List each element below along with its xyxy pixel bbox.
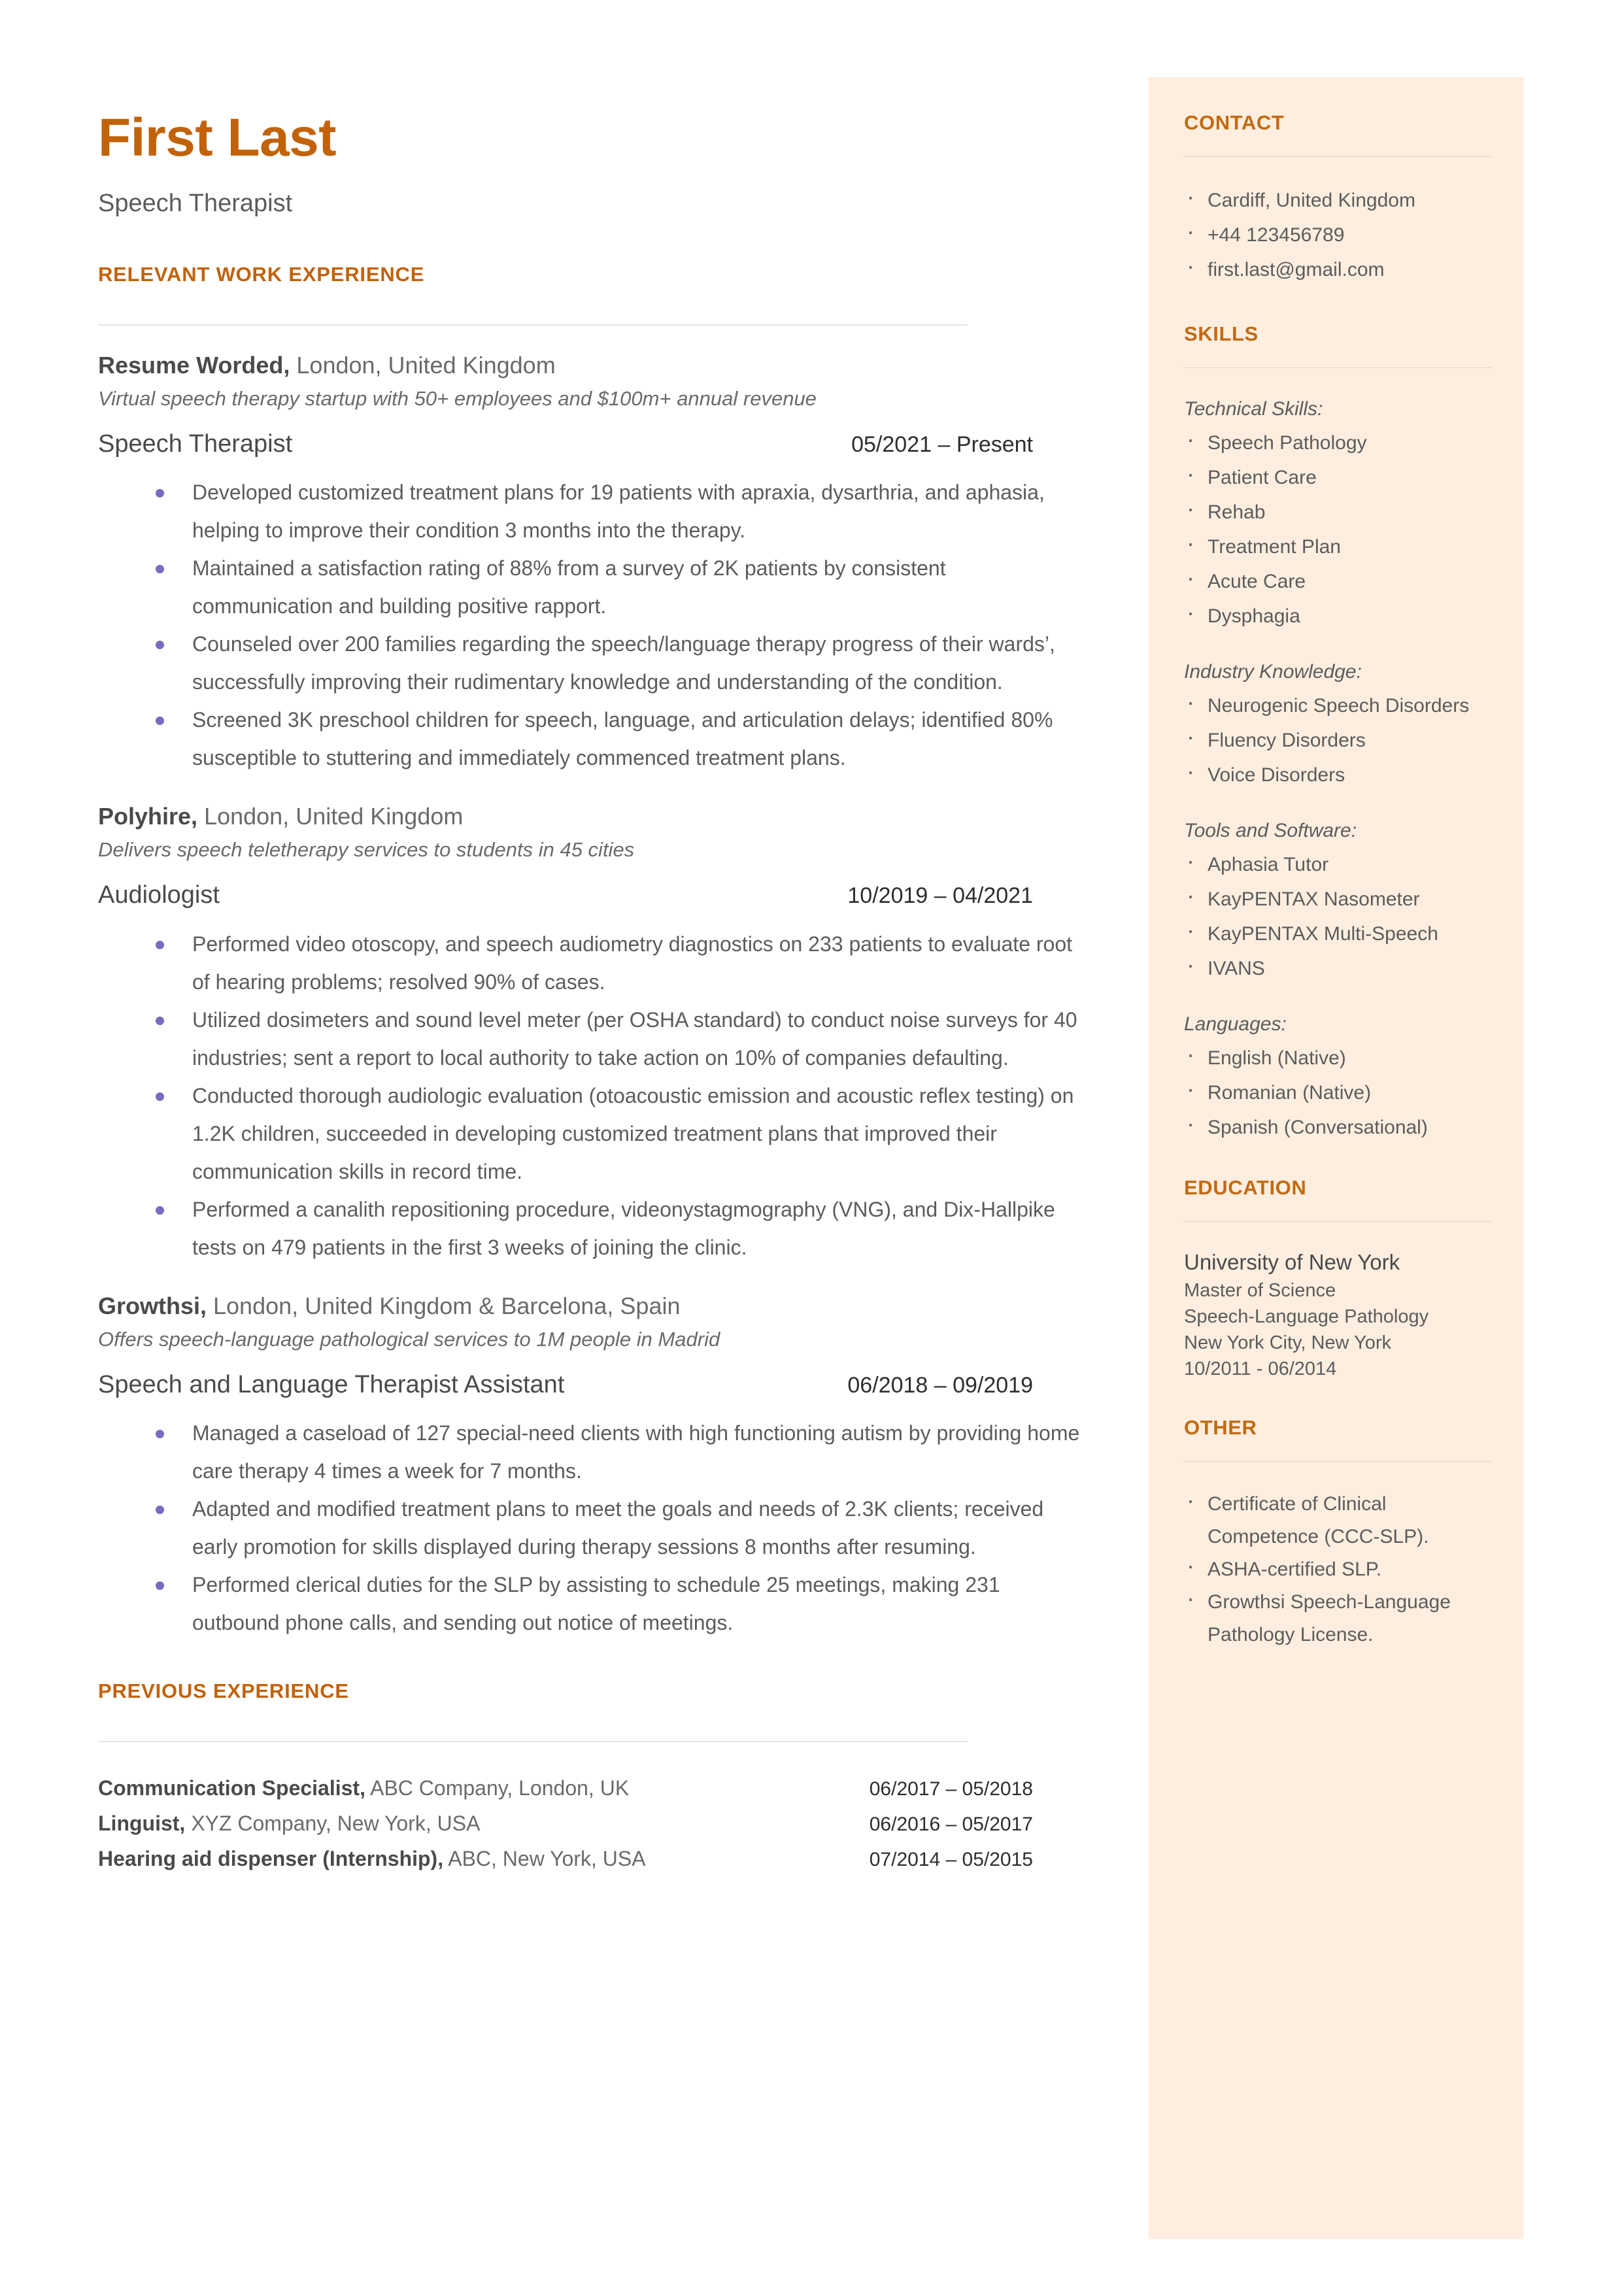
skill-item: · English (Native) <box>1184 1041 1492 1075</box>
job-title-row <box>98 1370 1033 1400</box>
education-degree: Master of Science <box>1184 1280 1336 1301</box>
job-bullet: Conducted thorough audiologic evaluation (otoacoustic emission and acoustic reflex testing) on 1.2K children, succeeded in developing customized treatment plans that improved their communication skills in record time. <box>156 1077 1085 1190</box>
job-bullet: Performed video otoscopy, and speech audiometry diagnostics on 233 patients to evaluate root of hearing problems; resolved 90% of cases. <box>156 925 1085 1001</box>
previous-role-title: Communication Specialist, <box>98 1776 365 1800</box>
job-bullet: Adapted and modified treatment plans to meet the goals and needs of 2.3K clients; received early promotion for skills displayed during therapy sessions 8 months after resuming. <box>156 1490 1085 1566</box>
job-title: Speech and Language Therapist Assistant <box>98 1370 565 1398</box>
skill-item: · IVANS <box>1184 951 1492 986</box>
job-company-name: Resume Worded, <box>98 352 290 379</box>
skill-item: · Neurogenic Speech Disorders <box>1184 688 1492 723</box>
skill-items <box>1184 847 1492 986</box>
sidebar-heading-other: OTHER <box>1184 1416 1257 1439</box>
skill-item: · KayPENTAX Multi-Speech <box>1184 917 1492 951</box>
skill-item: · Aphasia Tutor <box>1184 847 1492 882</box>
job-title-row <box>98 430 1033 460</box>
job-dates: 10/2019 – 04/2021 <box>847 883 1033 909</box>
previous-role-detail: ABC Company, London, UK <box>365 1776 630 1800</box>
previous-role-dates: 06/2016 – 05/2017 <box>869 1813 1033 1836</box>
job-title: Speech Therapist <box>98 430 293 458</box>
table-row <box>98 1806 1033 1842</box>
contact-list <box>1184 183 1492 287</box>
main-column <box>98 0 1118 1877</box>
header-role: Speech Therapist <box>98 190 293 217</box>
previous-experience-list <box>98 1771 1033 1877</box>
education-school: University of New York <box>1184 1250 1400 1274</box>
job-company-line <box>98 801 1118 831</box>
skill-item: · Fluency Disorders <box>1184 723 1492 758</box>
skill-group-label: Languages: <box>1184 1013 1287 1035</box>
skill-group-tools <box>1184 815 1492 986</box>
divider-education <box>1184 1221 1492 1222</box>
sidebar-heading-contact: CONTACT <box>1184 111 1285 134</box>
skill-group-industry <box>1184 656 1492 792</box>
education-dates: 10/2011 - 06/2014 <box>1184 1358 1337 1379</box>
skill-items <box>1184 688 1492 792</box>
previous-role-line <box>98 1771 629 1805</box>
previous-role-title: Linguist, <box>98 1812 186 1836</box>
job-bullet: Developed customized treatment plans for 19 patients with apraxia, dysarthria, and aphasia, helping to improve their condition 3 months into the therapy. <box>156 473 1085 549</box>
skill-item: · Patient Care <box>1184 460 1492 495</box>
other-item: · ASHA-certified SLP. <box>1184 1553 1492 1586</box>
previous-role-line <box>98 1806 480 1840</box>
skill-item: · Voice Disorders <box>1184 758 1492 792</box>
education-field: Speech-Language Pathology <box>1184 1306 1429 1327</box>
skill-item: · KayPENTAX Nasometer <box>1184 882 1492 917</box>
job-company-line <box>98 350 1118 380</box>
contact-phone[interactable]: · +44 123456789 <box>1184 218 1492 252</box>
job-bullet: Managed a caseload of 127 special-need clients with high functioning autism by providing home care therapy 4 times a week for 7 months. <box>156 1414 1085 1490</box>
job-company-description: Offers speech-language pathological services to 1M people in Madrid <box>98 1327 720 1351</box>
divider-other <box>1184 1461 1492 1462</box>
job-bullets <box>98 473 1085 777</box>
previous-role-line <box>98 1842 646 1876</box>
job-bullets <box>98 1414 1085 1642</box>
skill-group-technical <box>1184 393 1492 633</box>
job-company-name: Growthsi, <box>98 1292 207 1319</box>
job-title-row <box>98 881 1033 911</box>
job-company-line <box>98 1291 1118 1321</box>
previous-role-title: Hearing aid dispenser (Internship), <box>98 1847 444 1871</box>
skill-items <box>1184 426 1492 633</box>
skill-items <box>1184 1041 1492 1145</box>
education-location: New York City, New York <box>1184 1332 1391 1353</box>
section-heading-previous-experience: PREVIOUS EXPERIENCE <box>98 1679 349 1703</box>
skill-group-label: Industry Knowledge: <box>1184 661 1362 683</box>
job-title: Audiologist <box>98 881 220 909</box>
job-company-description: Virtual speech therapy startup with 50+ employees and $100m+ annual revenue <box>98 387 817 410</box>
skill-group-label: Tools and Software: <box>1184 820 1357 841</box>
other-item: · Growthsi Speech-Language Pathology License. <box>1184 1586 1492 1651</box>
previous-role-dates: 07/2014 – 05/2015 <box>869 1849 1033 1871</box>
skill-item: · Treatment Plan <box>1184 530 1492 564</box>
other-item: · Certificate of Clinical Competence (CCC-SLP). <box>1184 1488 1492 1553</box>
job-company-name: Polyhire, <box>98 803 198 830</box>
job-company-location: London, United Kingdom <box>290 352 556 379</box>
skill-item: · Spanish (Conversational) <box>1184 1110 1492 1145</box>
sidebar-heading-skills: SKILLS <box>1184 322 1259 345</box>
other-list <box>1184 1488 1492 1651</box>
contact-email[interactable]: · first.last@gmail.com <box>1184 252 1492 287</box>
job-entry <box>98 350 1118 777</box>
skill-item: · Speech Pathology <box>1184 426 1492 460</box>
section-heading-experience: RELEVANT WORK EXPERIENCE <box>98 263 425 286</box>
job-entry <box>98 801 1118 1266</box>
job-company-location: London, United Kingdom <box>197 803 464 830</box>
table-row <box>98 1842 1033 1877</box>
job-entry <box>98 1291 1118 1642</box>
table-row <box>98 1771 1033 1806</box>
job-dates: 06/2018 – 09/2019 <box>847 1372 1033 1398</box>
job-dates: 05/2021 – Present <box>851 431 1033 457</box>
job-company-location: London, United Kingdom & Barcelona, Spain <box>207 1292 681 1319</box>
job-bullet: Utilized dosimeters and sound level meter (per OSHA standard) to conduct noise surveys for 40 industries; sent a report to local authority to take action on 10% of companies defaulting. <box>156 1001 1085 1077</box>
previous-role-dates: 06/2017 – 05/2018 <box>869 1778 1033 1800</box>
sidebar-heading-education: EDUCATION <box>1184 1176 1307 1199</box>
divider-experience <box>98 324 968 326</box>
sidebar <box>1149 77 1523 2239</box>
contact-location: · Cardiff, United Kingdom <box>1184 183 1492 218</box>
page-title: First Last <box>98 108 337 167</box>
divider-previous-experience <box>98 1741 968 1742</box>
divider-contact <box>1184 156 1492 157</box>
job-bullet: Performed clerical duties for the SLP by assisting to schedule 25 meetings, making 231 outbound phone calls, and sending out notice of meetings. <box>156 1566 1085 1642</box>
skill-group-languages <box>1184 1008 1492 1145</box>
job-bullet: Screened 3K preschool children for speech, language, and articulation delays; identified 80% susceptible to stuttering and immediately commenced treatment plans. <box>156 701 1085 777</box>
job-company-description: Delivers speech teletherapy services to students in 45 cities <box>98 838 635 862</box>
skill-item: · Acute Care <box>1184 564 1492 599</box>
divider-skills <box>1184 367 1492 368</box>
previous-role-detail: ABC, New York, USA <box>443 1847 646 1871</box>
job-bullet: Performed a canalith repositioning procedure, videonystagmography (VNG), and Dix-Hallpike tests on 479 patients in the first 3 weeks of joining the clinic. <box>156 1190 1085 1266</box>
previous-role-detail: XYZ Company, New York, USA <box>185 1812 481 1836</box>
skill-group-label: Technical Skills: <box>1184 398 1323 420</box>
education-entry <box>1184 1247 1492 1382</box>
skill-item: · Rehab <box>1184 495 1492 530</box>
job-bullet: Maintained a satisfaction rating of 88% from a survey of 2K patients by consistent communication and building positive rapport. <box>156 549 1085 625</box>
skill-item: · Dysphagia <box>1184 599 1492 633</box>
job-bullet: Counseled over 200 families regarding the speech/language therapy progress of their wards’, successfully improving their rudimentary knowledge and understanding of the condition. <box>156 625 1085 701</box>
skill-item: · Romanian (Native) <box>1184 1075 1492 1110</box>
job-bullets <box>98 925 1085 1266</box>
